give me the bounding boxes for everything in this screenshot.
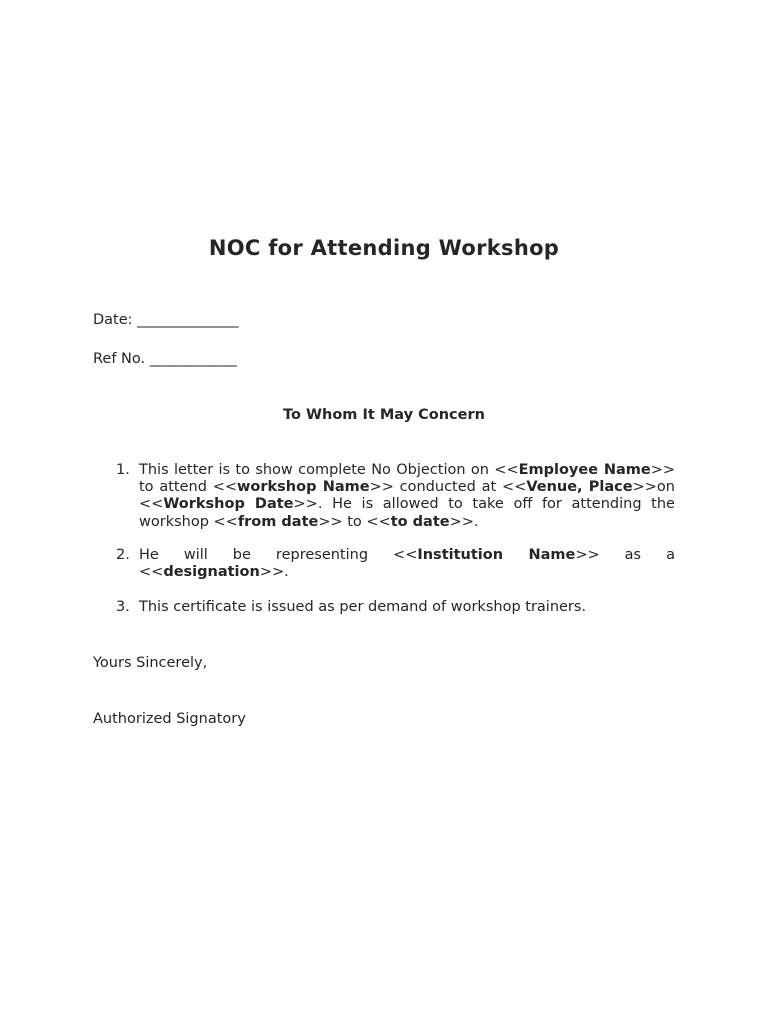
placeholder-from-date: from date bbox=[237, 513, 319, 530]
text-segment: >>. bbox=[449, 513, 479, 530]
placeholder-employee-name: Employee Name bbox=[518, 462, 651, 478]
placeholder-workshop-date: Workshop Date bbox=[163, 496, 294, 513]
placeholder-designation: designation bbox=[163, 564, 260, 581]
salutation: To Whom It May Concern bbox=[283, 407, 485, 423]
list-item-text: This certificate is issued as per demand of workshop trainers. bbox=[139, 599, 587, 616]
text-segment: >>. He is allowed to take off for attending the workshop << bbox=[139, 496, 675, 530]
list-item-text bbox=[139, 462, 675, 530]
list-item-text bbox=[139, 547, 675, 580]
text-segment: >> to << bbox=[318, 513, 391, 530]
placeholder-institution-name: Institution Name bbox=[417, 546, 576, 563]
ref-no-field: Ref No. ____________ bbox=[93, 351, 237, 367]
text-segment: >> to attend << bbox=[139, 462, 675, 496]
document-title: NOC for Attending Workshop bbox=[208, 236, 560, 260]
list-item bbox=[93, 547, 675, 581]
text-segment: He will be representing << bbox=[139, 546, 418, 563]
signatory: Authorized Signatory bbox=[93, 711, 246, 727]
text-segment: >> as a << bbox=[139, 546, 676, 581]
placeholder-workshop-name: workshop Name bbox=[237, 479, 370, 496]
list-item bbox=[93, 462, 675, 531]
text-segment: >> conducted at << bbox=[369, 479, 527, 496]
list-item-number: 1. bbox=[116, 462, 130, 478]
list-item-number: 3. bbox=[116, 599, 130, 616]
text-segment: This letter is to show complete No Objection on << bbox=[139, 462, 519, 478]
placeholder-to-date: to date bbox=[390, 513, 450, 530]
text-segment: >>on << bbox=[139, 479, 675, 513]
closing: Yours Sincerely, bbox=[93, 655, 208, 671]
date-field: Date: ______________ bbox=[93, 312, 239, 328]
list-item-number: 2. bbox=[116, 546, 130, 563]
list-item bbox=[93, 599, 675, 616]
placeholder-venue-place: Venue, Place bbox=[526, 479, 633, 496]
text-segment: >>. bbox=[259, 564, 289, 581]
numbered-list bbox=[93, 462, 675, 616]
